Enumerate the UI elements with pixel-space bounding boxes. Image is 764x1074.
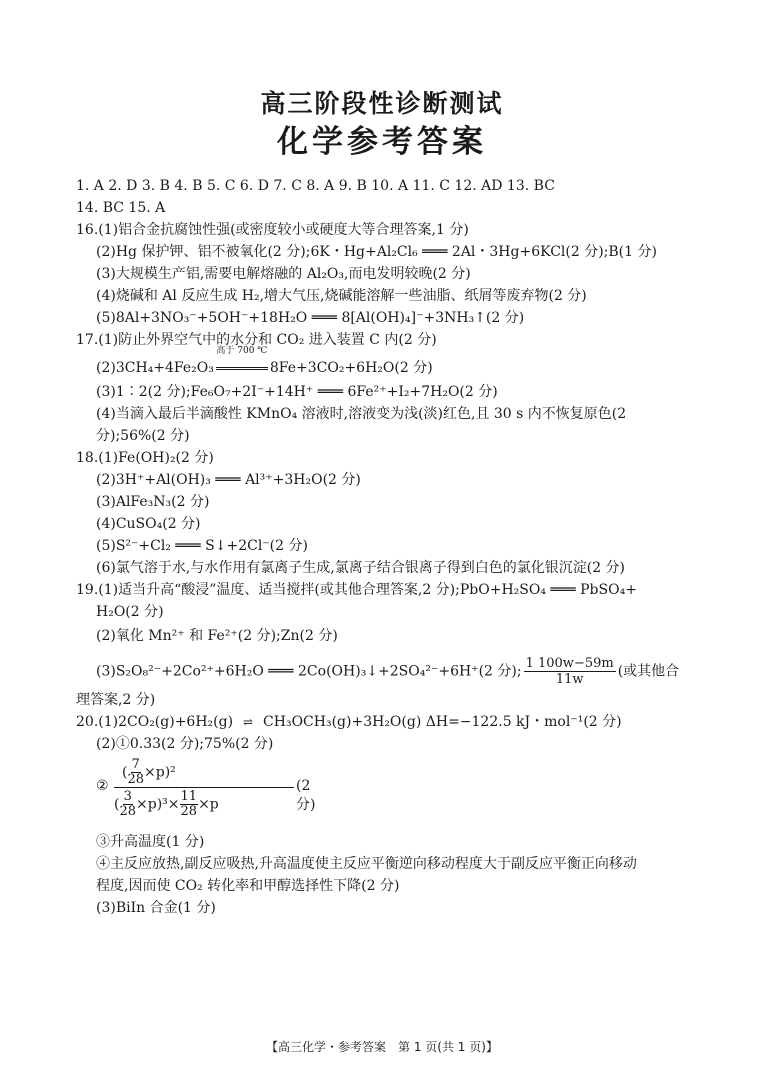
- q16-part5: (5)8Al+3NO₃⁻+5OH⁻+18H₂O ═══ 8[Al(OH)₄]⁻+3NH₃↑(2 分): [96, 310, 525, 326]
- q20-reactants: 20.(1)2CO₂(g)+6H₂(g): [76, 714, 234, 730]
- mc-answers-line-2: 14. BC 15. A: [76, 200, 166, 216]
- q17-part4-cont: 分);56%(2 分): [96, 428, 190, 444]
- page-footer: 【高三化学・参考答案 第 1 页(共 1 页)】: [266, 1040, 498, 1054]
- q19-part1: 19.(1)适当升高“酸浸”温度、适当搅拌(或其他合理答案,2 分);PbO+H₂SO₄ ═══ PbSO₄+: [76, 582, 637, 598]
- kp-denominator: ( $\frac{3}{28}$ ×p)³× $\frac{11}{28}$ ×p: [114, 789, 219, 819]
- q20-part3: (3)BiIn 合金(1 分): [96, 900, 216, 916]
- q20-part2-4-cont: 程度,因而使 CO₂ 转化率和甲醇选择性下降(2 分): [96, 878, 400, 894]
- q16-part1: 16.(1)铝合金抗腐蚀性强(或密度较小或硬度大等合理答案,1 分): [76, 222, 469, 238]
- q18-part2: (2)3H⁺+Al(OH)₃ ═══ Al³⁺+3H₂O(2 分): [96, 472, 361, 488]
- reaction-condition-arrow: [214, 346, 270, 378]
- q17-reactants: (2)3CH₄+4Fe₂O₃: [96, 360, 214, 376]
- q18-part1: 18.(1)Fe(OH)₂(2 分): [76, 450, 214, 466]
- q20-part2-4: ④主反应放热,副反应吸热,升高温度使主反应平衡逆向移动程度大于副反应平衡正向移动: [96, 856, 637, 872]
- q17-products: 8Fe+3CO₂+6H₂O(2 分): [269, 360, 433, 376]
- kp-numerator: ( $\frac{7}{28}$ ×p)²: [122, 757, 176, 787]
- mc-answers-line-1: 1. A 2. D 3. B 4. B 5. C 6. D 7. C 8. A 9. B 10. A 11. C 12. AD 13. BC: [76, 178, 555, 194]
- circled-2: ②: [96, 778, 109, 794]
- q19-part3-cont: 理答案,2 分): [76, 692, 156, 708]
- q20-part2-3: ③升高温度(1 分): [96, 834, 205, 850]
- q17-part3: (3)1∶2(2 分);Fe₆O₇+2I⁻+14H⁺ ═══ 6Fe²⁺+I₂+7H₂O(2 分): [96, 384, 498, 400]
- q17-part2: [96, 346, 433, 378]
- q16-part4: (4)烧碱和 Al 反应生成 H₂,增大气压,烧碱能溶解一些油脂、纸屑等废弃物(2 分): [96, 288, 587, 304]
- exam-title: 高三阶段性诊断测试: [260, 89, 504, 118]
- q19-part3: [96, 656, 679, 687]
- q18-part4: (4)CuSO₄(2 分): [96, 516, 201, 532]
- q17-part4: (4)当滴入最后半滴酸性 KMnO₄ 溶液时,溶液变为浅(淡)红色,且 30 s 内不恢复原色(2: [96, 406, 627, 422]
- reaction-condition: 高于 700 ℃: [216, 346, 268, 356]
- q19-part2: (2)氧化 Mn²⁺ 和 Fe²⁺(2 分);Zn(2 分): [96, 628, 338, 644]
- fraction-bar: [114, 787, 294, 788]
- q19-part1-cont: H₂O(2 分): [96, 604, 164, 620]
- q19-fraction-numerator: 1 100w−59m: [525, 656, 614, 671]
- q16-part2: (2)Hg 保护钾、铝不被氧化(2 分);6K・Hg+Al₂Cl₆ ═══ 2Al・3Hg+6KCl(2 分);B(1 分): [96, 244, 657, 260]
- q19-fraction-denominator: 11w: [555, 672, 584, 687]
- reversible-arrow: ⇌: [243, 715, 254, 729]
- q18-part6: (6)氯气溶于水,与水作用有氯离子生成,氯离子结合银离子得到白色的氯化银沉淀(2 分): [96, 560, 626, 576]
- q18-part3: (3)AlFe₃N₃(2 分): [96, 494, 210, 510]
- kp-score: (2 分): [296, 778, 316, 813]
- q19-fraction: [524, 656, 616, 687]
- q16-part3: (3)大规模生产铝,需要电解熔融的 Al₂O₃,而电发明较晚(2 分): [96, 266, 471, 282]
- q19-equation: (3)S₂O₈²⁻+2Co²⁺+6H₂O ═══ 2Co(OH)₃↓+2SO₄²⁻+6H⁺(2 分);: [96, 663, 522, 680]
- q20-part1: [76, 712, 622, 732]
- q17-part1: 17.(1)防止外界空气中的水分和 CO₂ 进入装置 C 内(2 分): [76, 332, 437, 348]
- answer-key-title: 化学参考答案: [277, 124, 487, 160]
- q20-products: CH₃OCH₃(g)+3H₂O(g) ΔH=−122.5 kJ・mol⁻¹(2 分): [263, 714, 622, 730]
- q18-part5: (5)S²⁻+Cl₂ ═══ S↓+2Cl⁻(2 分): [96, 538, 308, 554]
- q20-part2: (2)①0.33(2 分);75%(2 分): [96, 736, 274, 752]
- q19-note: (或其他合: [617, 663, 680, 680]
